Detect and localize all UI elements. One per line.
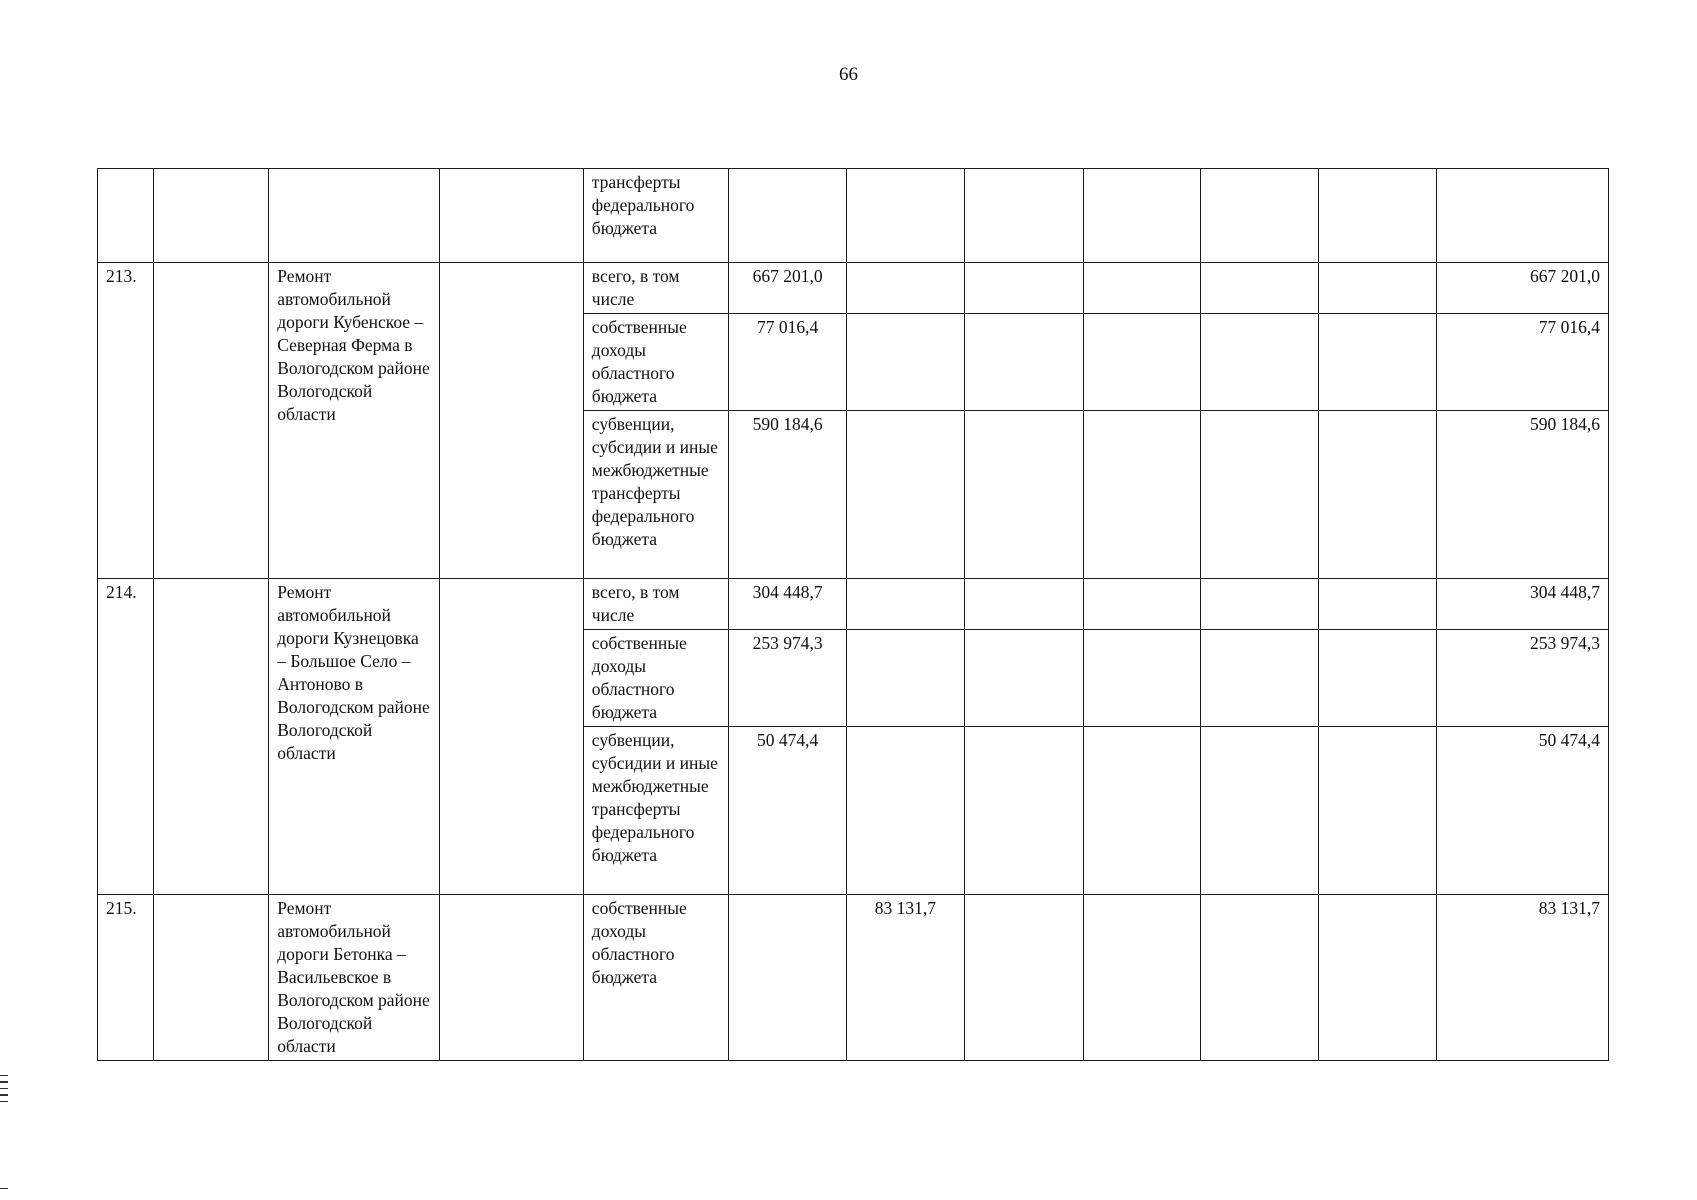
amount-cell bbox=[847, 630, 965, 727]
margin-mark bbox=[0, 1075, 8, 1076]
amount-cell: 590 184,6 bbox=[729, 411, 847, 579]
cell-empty bbox=[1318, 630, 1436, 727]
cell-empty bbox=[1201, 169, 1319, 263]
funding-source-cell: субвенции, субсидии и иные межбюджетные трансферты федерального бюджета bbox=[583, 411, 729, 579]
cell-empty bbox=[153, 169, 269, 263]
cell-empty bbox=[440, 263, 583, 579]
cell-empty bbox=[1083, 314, 1201, 411]
amount-cell: 50 474,4 bbox=[729, 727, 847, 895]
cell-empty bbox=[964, 727, 1083, 895]
total-cell: 253 974,3 bbox=[1436, 630, 1608, 727]
total-cell: 304 448,7 bbox=[1436, 579, 1608, 630]
cell-empty bbox=[1318, 411, 1436, 579]
cell-empty bbox=[1083, 411, 1201, 579]
funding-source-cell: трансферты федерального бюджета bbox=[583, 169, 729, 263]
cell-empty bbox=[1201, 263, 1319, 314]
amount-cell bbox=[847, 579, 965, 630]
table-row bbox=[98, 895, 1609, 1061]
cell-empty bbox=[1318, 314, 1436, 411]
cell-empty bbox=[847, 169, 965, 263]
cell-empty bbox=[1201, 895, 1319, 1061]
amount-cell: 667 201,0 bbox=[729, 263, 847, 314]
margin-mark bbox=[0, 1088, 8, 1089]
cell-empty bbox=[1083, 727, 1201, 895]
cell-empty bbox=[1318, 169, 1436, 263]
cell-empty bbox=[1083, 169, 1201, 263]
cell-empty bbox=[1083, 579, 1201, 630]
item-name: Ремонт автомобильной дороги Бетонка – Васильевское в Вологодском районе Вологодской области bbox=[269, 895, 440, 1061]
cell-empty bbox=[1436, 169, 1608, 263]
cell-empty bbox=[440, 895, 583, 1061]
cell-empty bbox=[98, 169, 154, 263]
amount-cell bbox=[847, 263, 965, 314]
margin-mark bbox=[0, 1101, 8, 1102]
edge-mark bbox=[0, 1188, 8, 1189]
cell-empty bbox=[1201, 630, 1319, 727]
total-cell: 83 131,7 bbox=[1436, 895, 1608, 1061]
cell-empty bbox=[1083, 630, 1201, 727]
cell-empty bbox=[1201, 579, 1319, 630]
amount-cell: 77 016,4 bbox=[729, 314, 847, 411]
total-cell: 590 184,6 bbox=[1436, 411, 1608, 579]
item-name: Ремонт автомобильной дороги Кузнецовка – Большое Село – Антоново в Вологодском районе Вологодской области bbox=[269, 579, 440, 895]
amount-cell bbox=[847, 727, 965, 895]
cell-empty bbox=[1083, 263, 1201, 314]
margin-mark bbox=[0, 1081, 8, 1082]
table-row bbox=[98, 579, 1609, 630]
cell-empty bbox=[153, 263, 269, 579]
cell-empty bbox=[153, 895, 269, 1061]
item-name: Ремонт автомобильной дороги Кубенское – Северная Ферма в Вологодском районе Вологодской области bbox=[269, 263, 440, 579]
cell-empty bbox=[964, 314, 1083, 411]
cell-empty bbox=[153, 579, 269, 895]
amount-cell: 83 131,7 bbox=[847, 895, 965, 1061]
cell-empty bbox=[1318, 727, 1436, 895]
item-number: 213. bbox=[98, 263, 154, 579]
cell-empty bbox=[964, 579, 1083, 630]
cell-empty bbox=[440, 579, 583, 895]
item-number: 215. bbox=[98, 895, 154, 1061]
table-row-carry-over bbox=[98, 169, 1609, 263]
cell-empty bbox=[269, 169, 440, 263]
total-cell: 77 016,4 bbox=[1436, 314, 1608, 411]
cell-empty bbox=[1201, 411, 1319, 579]
budget-table bbox=[97, 168, 1609, 1061]
cell-empty bbox=[1318, 579, 1436, 630]
amount-cell bbox=[847, 411, 965, 579]
cell-empty bbox=[729, 169, 847, 263]
funding-source-cell: всего, в том числе bbox=[583, 579, 729, 630]
total-cell: 50 474,4 bbox=[1436, 727, 1608, 895]
margin-marks bbox=[0, 1075, 8, 1107]
funding-source-cell: собственные доходы областного бюджета bbox=[583, 630, 729, 727]
funding-source-cell: собственные доходы областного бюджета bbox=[583, 314, 729, 411]
cell-empty bbox=[1318, 263, 1436, 314]
funding-source-cell: всего, в том числе bbox=[583, 263, 729, 314]
funding-source-cell: собственные доходы областного бюджета bbox=[583, 895, 729, 1061]
amount-cell bbox=[729, 895, 847, 1061]
cell-empty bbox=[964, 169, 1083, 263]
amount-cell bbox=[847, 314, 965, 411]
cell-empty bbox=[964, 411, 1083, 579]
total-cell: 667 201,0 bbox=[1436, 263, 1608, 314]
cell-empty bbox=[1201, 727, 1319, 895]
funding-source-cell: субвенции, субсидии и иные межбюджетные трансферты федерального бюджета bbox=[583, 727, 729, 895]
cell-empty bbox=[964, 263, 1083, 314]
cell-empty bbox=[1318, 895, 1436, 1061]
amount-cell: 304 448,7 bbox=[729, 579, 847, 630]
cell-empty bbox=[964, 630, 1083, 727]
cell-empty bbox=[440, 169, 583, 263]
margin-mark bbox=[0, 1094, 8, 1095]
page-number: 66 bbox=[839, 64, 858, 85]
cell-empty bbox=[1083, 895, 1201, 1061]
cell-empty bbox=[964, 895, 1083, 1061]
cell-empty bbox=[1201, 314, 1319, 411]
item-number: 214. bbox=[98, 579, 154, 895]
table-row bbox=[98, 263, 1609, 314]
amount-cell: 253 974,3 bbox=[729, 630, 847, 727]
